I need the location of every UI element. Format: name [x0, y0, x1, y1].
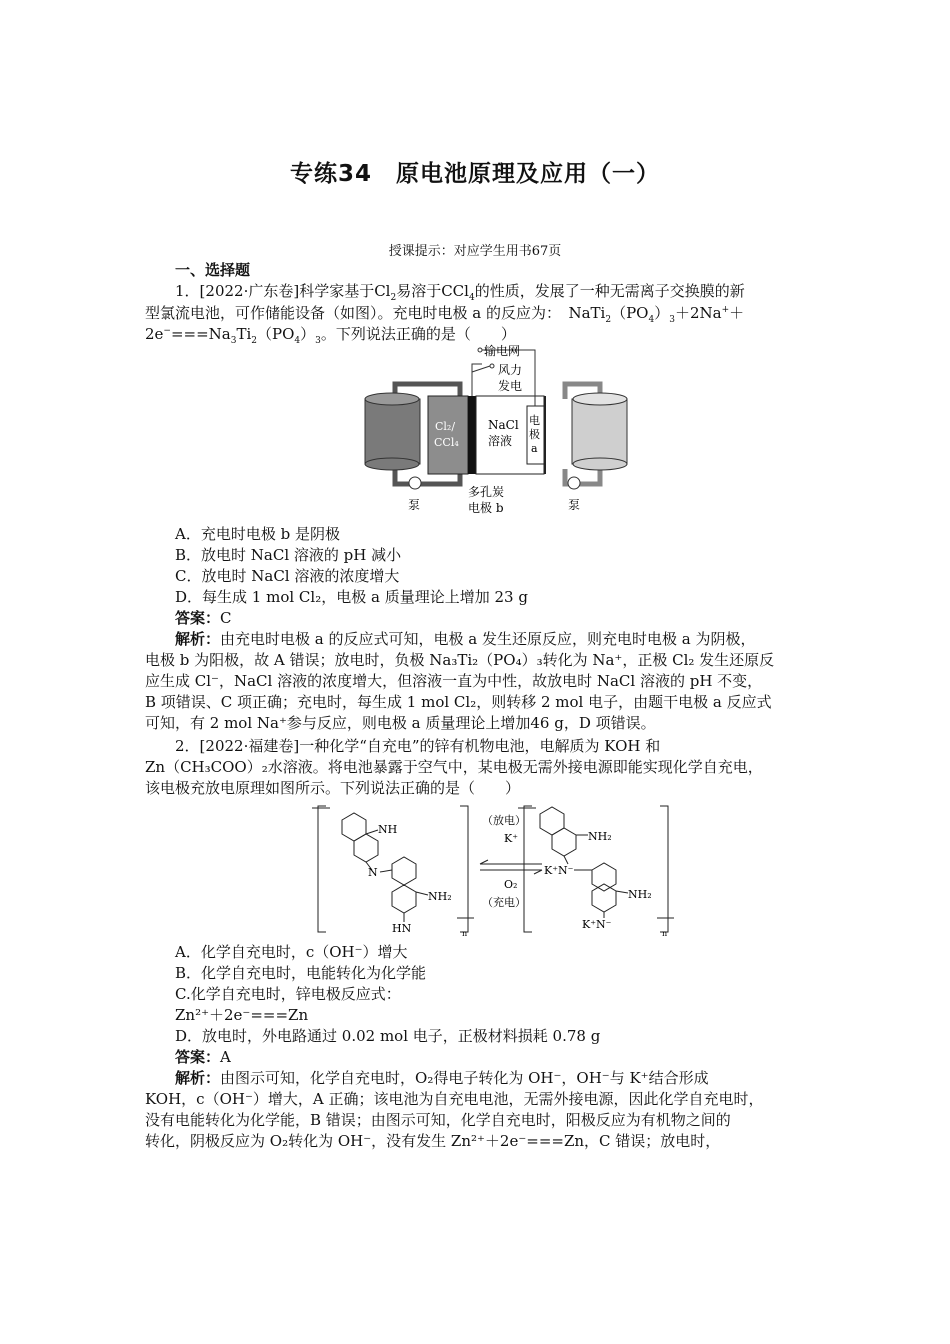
q2-option-b: B．化学自充电时，电能转化为化学能	[175, 964, 427, 982]
q2-analysis-line3: 没有电能转化为化学能，B 错误；由图示可知，化学自充电时，阳极反应为有机物之间的	[145, 1111, 731, 1129]
q2-stem-line1: 2．[2022·福建卷]一种化学“自充电”的锌有机物电池，电解质为 KOH 和	[175, 737, 661, 755]
q1-analysis-line1: 解析：由充电时电极 a 的反应式可知，电极 a 发生还原反应，则充电时电极 a 为阴极，	[175, 630, 756, 648]
section-heading: 一、选择题	[175, 261, 251, 279]
k-ion-label: K⁺	[504, 832, 519, 845]
q1-option-a: A．充电时电极 b 是阴极	[175, 525, 340, 543]
q1-stem-line3: $2e^-===Na_3Ti_2(PO_4)_3$。下列说法正确的是（ ）	[145, 325, 516, 346]
q1-analysis-line3: 应生成 Cl⁻，NaCl 溶液的浓度增大，但溶液一直为中性，故放电时 NaCl 溶液的 pH 不变，	[145, 672, 763, 690]
o2-label: O₂	[504, 878, 518, 891]
ccl4-label: CCl₄	[434, 436, 459, 449]
q2-analysis-line1: 解析：由图示可知，化学自充电时，O₂得电子转化为 OH⁻，OH⁻与 K⁺结合形成	[175, 1069, 709, 1087]
q1-answer: 答案：C	[175, 609, 232, 627]
electrode-label-1: 电	[529, 414, 540, 427]
pump-right-label: 泵	[568, 498, 581, 512]
discharge-label: （放电）	[482, 814, 526, 827]
q1-analysis-line4: B 项错误、C 项正确；充电时，每生成 1 mol Cl₂，则转移 2 mol 电子，由题干电极 a 反应式	[145, 693, 772, 711]
q2-analysis-line2: KOH，c（OH⁻）增大，A 正确；该电池为自充电电池，无需外接电源，因此化学自充电时，	[145, 1090, 764, 1108]
q1-analysis-line5: 可知，有 2 mol Na⁺参与反应，则电极 a 质量理论上增加46 g，D 项错误。	[145, 714, 656, 732]
porous-label-2: 电极 b	[468, 501, 504, 515]
imine-nh-label: NH	[378, 823, 398, 836]
right-n-subscript: n	[662, 929, 668, 938]
flow-battery-diagram	[360, 344, 650, 520]
electrode-label-2: 极	[529, 428, 540, 441]
q1-option-c: C．放电时 NaCl 溶液的浓度增大	[175, 567, 400, 585]
grid-label: 输电网	[484, 344, 521, 358]
electrode-label-3: a	[531, 442, 538, 455]
wind-label-1: 风力	[498, 363, 523, 377]
q2-option-d: D．放电时，外电路通过 0.02 mol 电子，正极材料损耗 0.78 g	[175, 1027, 601, 1045]
q1-stem-line1: 1．[2022·广东卷]科学家基于$Cl_2$易溶于CCl$_4$的性质，发展了一种无需离子交换膜的新	[175, 282, 745, 303]
q1-stem-line2: 型氯流电池，可作储能设备（如图）。充电时电极 a 的反应为： $NaTi_2(PO_4)_3+2Na^++$	[145, 304, 745, 325]
right-nh2-bottom-label: NH₂	[628, 888, 652, 901]
q2-option-a: A．化学自充电时，c（OH⁻）增大	[175, 943, 408, 961]
wind-label-2: 发电	[498, 379, 523, 393]
teaching-hint: 授课提示：对应学生用书67页	[388, 244, 562, 259]
kn-top-label: K⁺N⁻	[544, 864, 574, 877]
pump-left-label: 泵	[408, 498, 421, 512]
left-n-subscript: n	[462, 929, 468, 938]
page-title: 专练34 原电池原理及应用（一）	[289, 161, 660, 187]
q2-answer: 答案：A	[175, 1048, 231, 1066]
q1-option-d: D．每生成 1 mol Cl₂，电极 a 质量理论上增加 23 g	[175, 588, 528, 606]
q2-option-c-line2: Zn²⁺＋2e⁻===Zn	[175, 1006, 309, 1024]
q2-option-c-line1: C.化学自充电时，锌电极反应式：	[175, 985, 401, 1003]
right-nh2-top-label: NH₂	[588, 830, 612, 843]
kn-bottom-label: K⁺N⁻	[582, 918, 612, 931]
azo-n-label: N	[368, 866, 378, 879]
cl2-label: Cl₂/	[435, 420, 456, 433]
nacl-label: NaCl	[488, 418, 519, 432]
organic-electrode-diagram	[312, 800, 692, 940]
q2-stem-line2: Zn（CH₃COO）₂水溶液。将电池暴露于空气中，某电极无需外接电源即能实现化学自充电，	[145, 758, 763, 776]
solution-label: 溶液	[488, 434, 513, 448]
q2-analysis-line4: 转化，阴极反应为 O₂转化为 OH⁻，没有发生 Zn²⁺＋2e⁻===Zn，C 错误；放电时，	[145, 1132, 721, 1150]
hn-label: HN	[392, 922, 412, 935]
q2-stem-line3: 该电极充放电原理如图所示。下列说法正确的是（ ）	[145, 779, 521, 797]
left-nh2-label: NH₂	[428, 890, 452, 903]
q1-analysis-line2: 电极 b 为阳极，故 A 错误；放电时，负极 Na₃Ti₂（PO₄）₃转化为 Na⁺，正极 Cl₂ 发生还原反	[145, 651, 775, 669]
porous-label-1: 多孔炭	[468, 485, 505, 499]
q1-option-b: B．放电时 NaCl 溶液的 pH 减小	[175, 546, 402, 564]
charge-label: （充电）	[482, 896, 526, 909]
